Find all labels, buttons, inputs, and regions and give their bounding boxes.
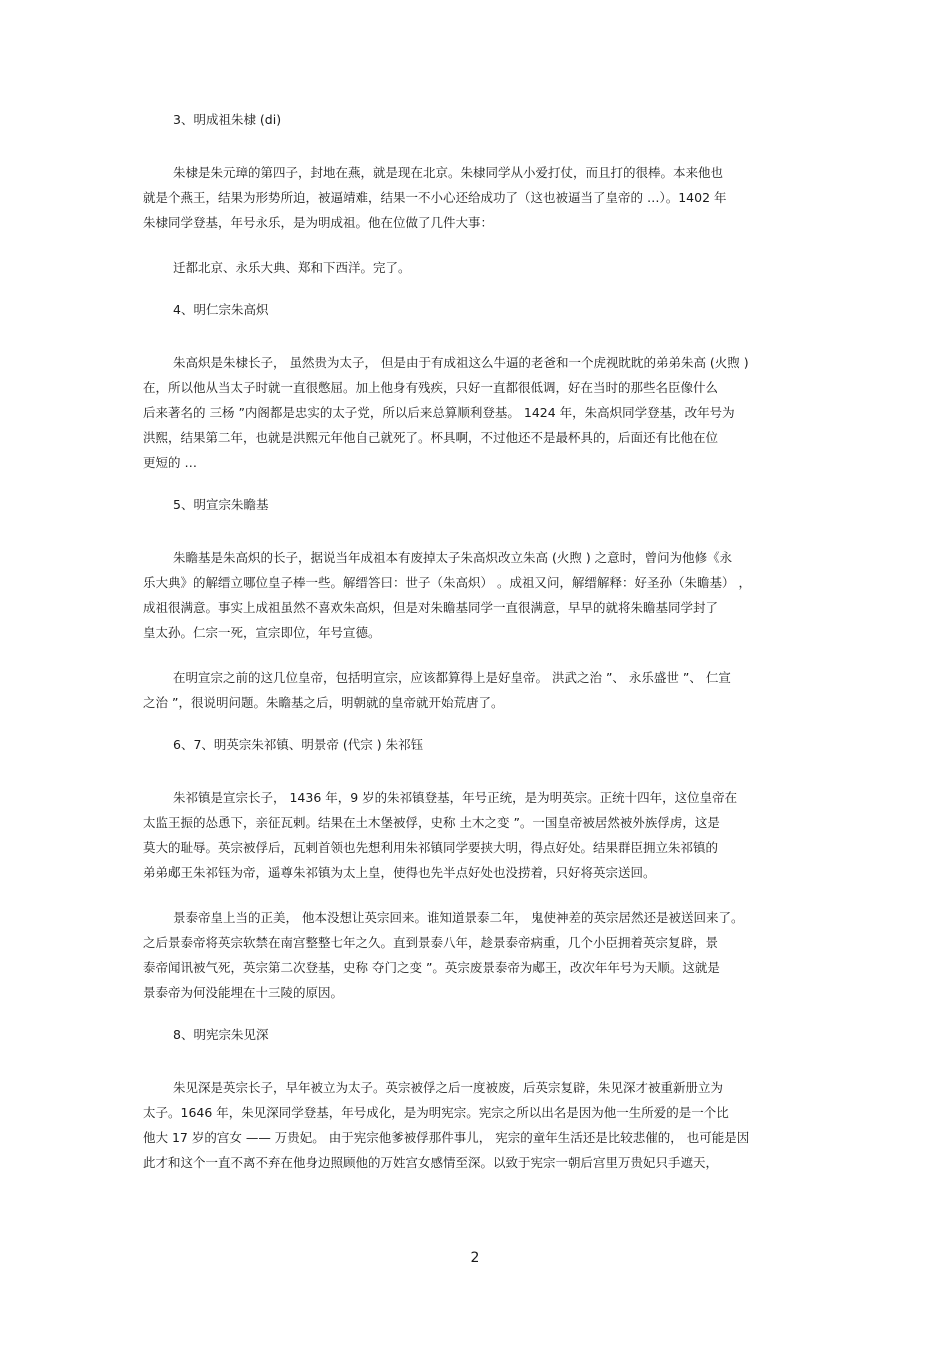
section-heading: 3、明成祖朱棣 (di)	[173, 112, 282, 127]
paragraph-line: 景泰帝皇上当的正美， 他本没想让英宗回来。谁知道景泰二年， 鬼使神差的英宗居然还是被送回来了。	[173, 910, 744, 925]
section-heading: 4、明仁宗朱高炽	[173, 302, 269, 317]
paragraph	[143, 255, 808, 280]
paragraph-line: 更短的 …	[143, 455, 197, 470]
paragraph-line: 后来著名的 三杨 ”内阁都是忠实的太子党，所以后来总算顺利登基。 1424 年，朱高炽同学登基，改年号为	[143, 405, 735, 420]
paragraph	[143, 665, 808, 715]
paragraph-line: 洪熙，结果第二年，也就是洪熙元年他自己就死了。杯具啊，不过他还不是最杯具的，后面还有比他在位	[143, 430, 719, 445]
paragraph-line: 迁都北京、永乐大典、郑和下西洋。完了。	[173, 260, 411, 275]
paragraph-line: 朱祁镇是宣宗长子， 1436 年，9 岁的朱祁镇登基，年号正统，是为明英宗。正统十四年，这位皇帝在	[173, 790, 738, 805]
paragraph-line: 他大 17 岁的宫女 —— 万贵妃。 由于宪宗他爹被俘那件事儿， 宪宗的童年生活还是比较悲催的， 也可能是因	[143, 1130, 750, 1145]
paragraph-line: 就是个燕王，结果为形势所迫，被逼靖难，结果一不小心还给成功了（这也被逼当了皇帝的 …）。1402 年	[143, 190, 727, 205]
section-heading: 6、7、明英宗朱祁镇、明景帝 (代宗 ) 朱祁钰	[173, 737, 424, 752]
paragraph	[143, 785, 808, 885]
paragraph-line: 景泰帝为何没能埋在十三陵的原因。	[143, 985, 344, 1000]
paragraph-line: 朱棣是朱元璋的第四子，封地在燕，就是现在北京。朱棣同学从小爱打仗，而且打的很棒。本来他也	[173, 165, 724, 180]
paragraph-line: 莫大的耻辱。英宗被俘后，瓦剌首领也先想利用朱祁镇同学要挟大明，得点好处。结果群臣拥立朱祁镇的	[143, 840, 719, 855]
paragraph-line: 皇太孙。仁宗一死，宣宗即位，年号宣德。	[143, 625, 381, 640]
paragraph-line: 朱见深是英宗长子，早年被立为太子。英宗被俘之后一度被废，后英宗复辟，朱见深才被重新册立为	[173, 1080, 724, 1095]
paragraph-line: 朱高炽是朱棣长子， 虽然贵为太子， 但是由于有成祖这么牛逼的老爸和一个虎视眈眈的弟弟朱高 (火煦 )	[173, 355, 749, 370]
paragraph-line: 太子。1646 年，朱见深同学登基，年号成化，是为明宪宗。宪宗之所以出名是因为他一生所爱的是一个比	[143, 1105, 729, 1120]
paragraph	[143, 1075, 808, 1175]
paragraph-line: 成祖很满意。事实上成祖虽然不喜欢朱高炽，但是对朱瞻基同学一直很满意，早早的就将朱瞻基同学封了	[143, 600, 719, 615]
paragraph-line: 此才和这个一直不离不弃在他身边照顾他的万姓宫女感情至深。以致于宪宗一朝后宫里万贵妃只手遮天，	[143, 1155, 719, 1170]
section-heading: 5、明宣宗朱瞻基	[173, 497, 269, 512]
paragraph	[143, 545, 808, 645]
paragraph-line: 太监王振的怂恿下，亲征瓦剌。结果在土木堡被俘，史称 土木之变 ”。一国皇帝被居然被外族俘虏，这是	[143, 815, 720, 830]
paragraph-line: 朱瞻基是朱高炽的长子，据说当年成祖本有废掉太子朱高炽改立朱高 (火煦 ) 之意时，曾问为他修《永	[173, 550, 733, 565]
document-body	[143, 110, 808, 1195]
paragraph-line: 朱棣同学登基，年号永乐，是为明成祖。他在位做了几件大事：	[143, 215, 494, 230]
paragraph-line: 之后景泰帝将英宗软禁在南宫整整七年之久。直到景泰八年，趁景泰帝病重，几个小臣拥着英宗复辟，景	[143, 935, 719, 950]
paragraph	[143, 905, 808, 1005]
paragraph-line: 在明宣宗之前的这几位皇帝，包括明宣宗，应该都算得上是好皇帝。 洪武之治 ”、 永乐盛世 ”、 仁宣	[173, 670, 731, 685]
paragraph	[143, 160, 808, 235]
paragraph-line: 弟弟郕王朱祁钰为帝，遥尊朱祁镇为太上皇，使得也先半点好处也没捞着，只好将英宗送回。	[143, 865, 656, 880]
paragraph	[143, 350, 808, 475]
paragraph-line: 在，所以他从当太子时就一直很憋屈。加上他身有残疾，只好一直都很低调，好在当时的那些名臣像什么	[143, 380, 719, 395]
paragraph-line: 之治 ”，很说明问题。朱瞻基之后，明朝就的皇帝就开始荒唐了。	[143, 695, 504, 710]
section-heading: 8、明宪宗朱见深	[173, 1027, 269, 1042]
paragraph-line: 泰帝闻讯被气死，英宗第二次登基，史称 夺门之变 ”。英宗废景泰帝为郕王，改次年年号为天顺。这就是	[143, 960, 720, 975]
page-number: 2	[470, 1250, 480, 1266]
paragraph-line: 乐大典》的解缙立哪位皇子棒一些。解缙答曰：世子（朱高炽） 。成祖又问，解缙解释：好圣孙（朱瞻基） ，	[143, 575, 751, 590]
